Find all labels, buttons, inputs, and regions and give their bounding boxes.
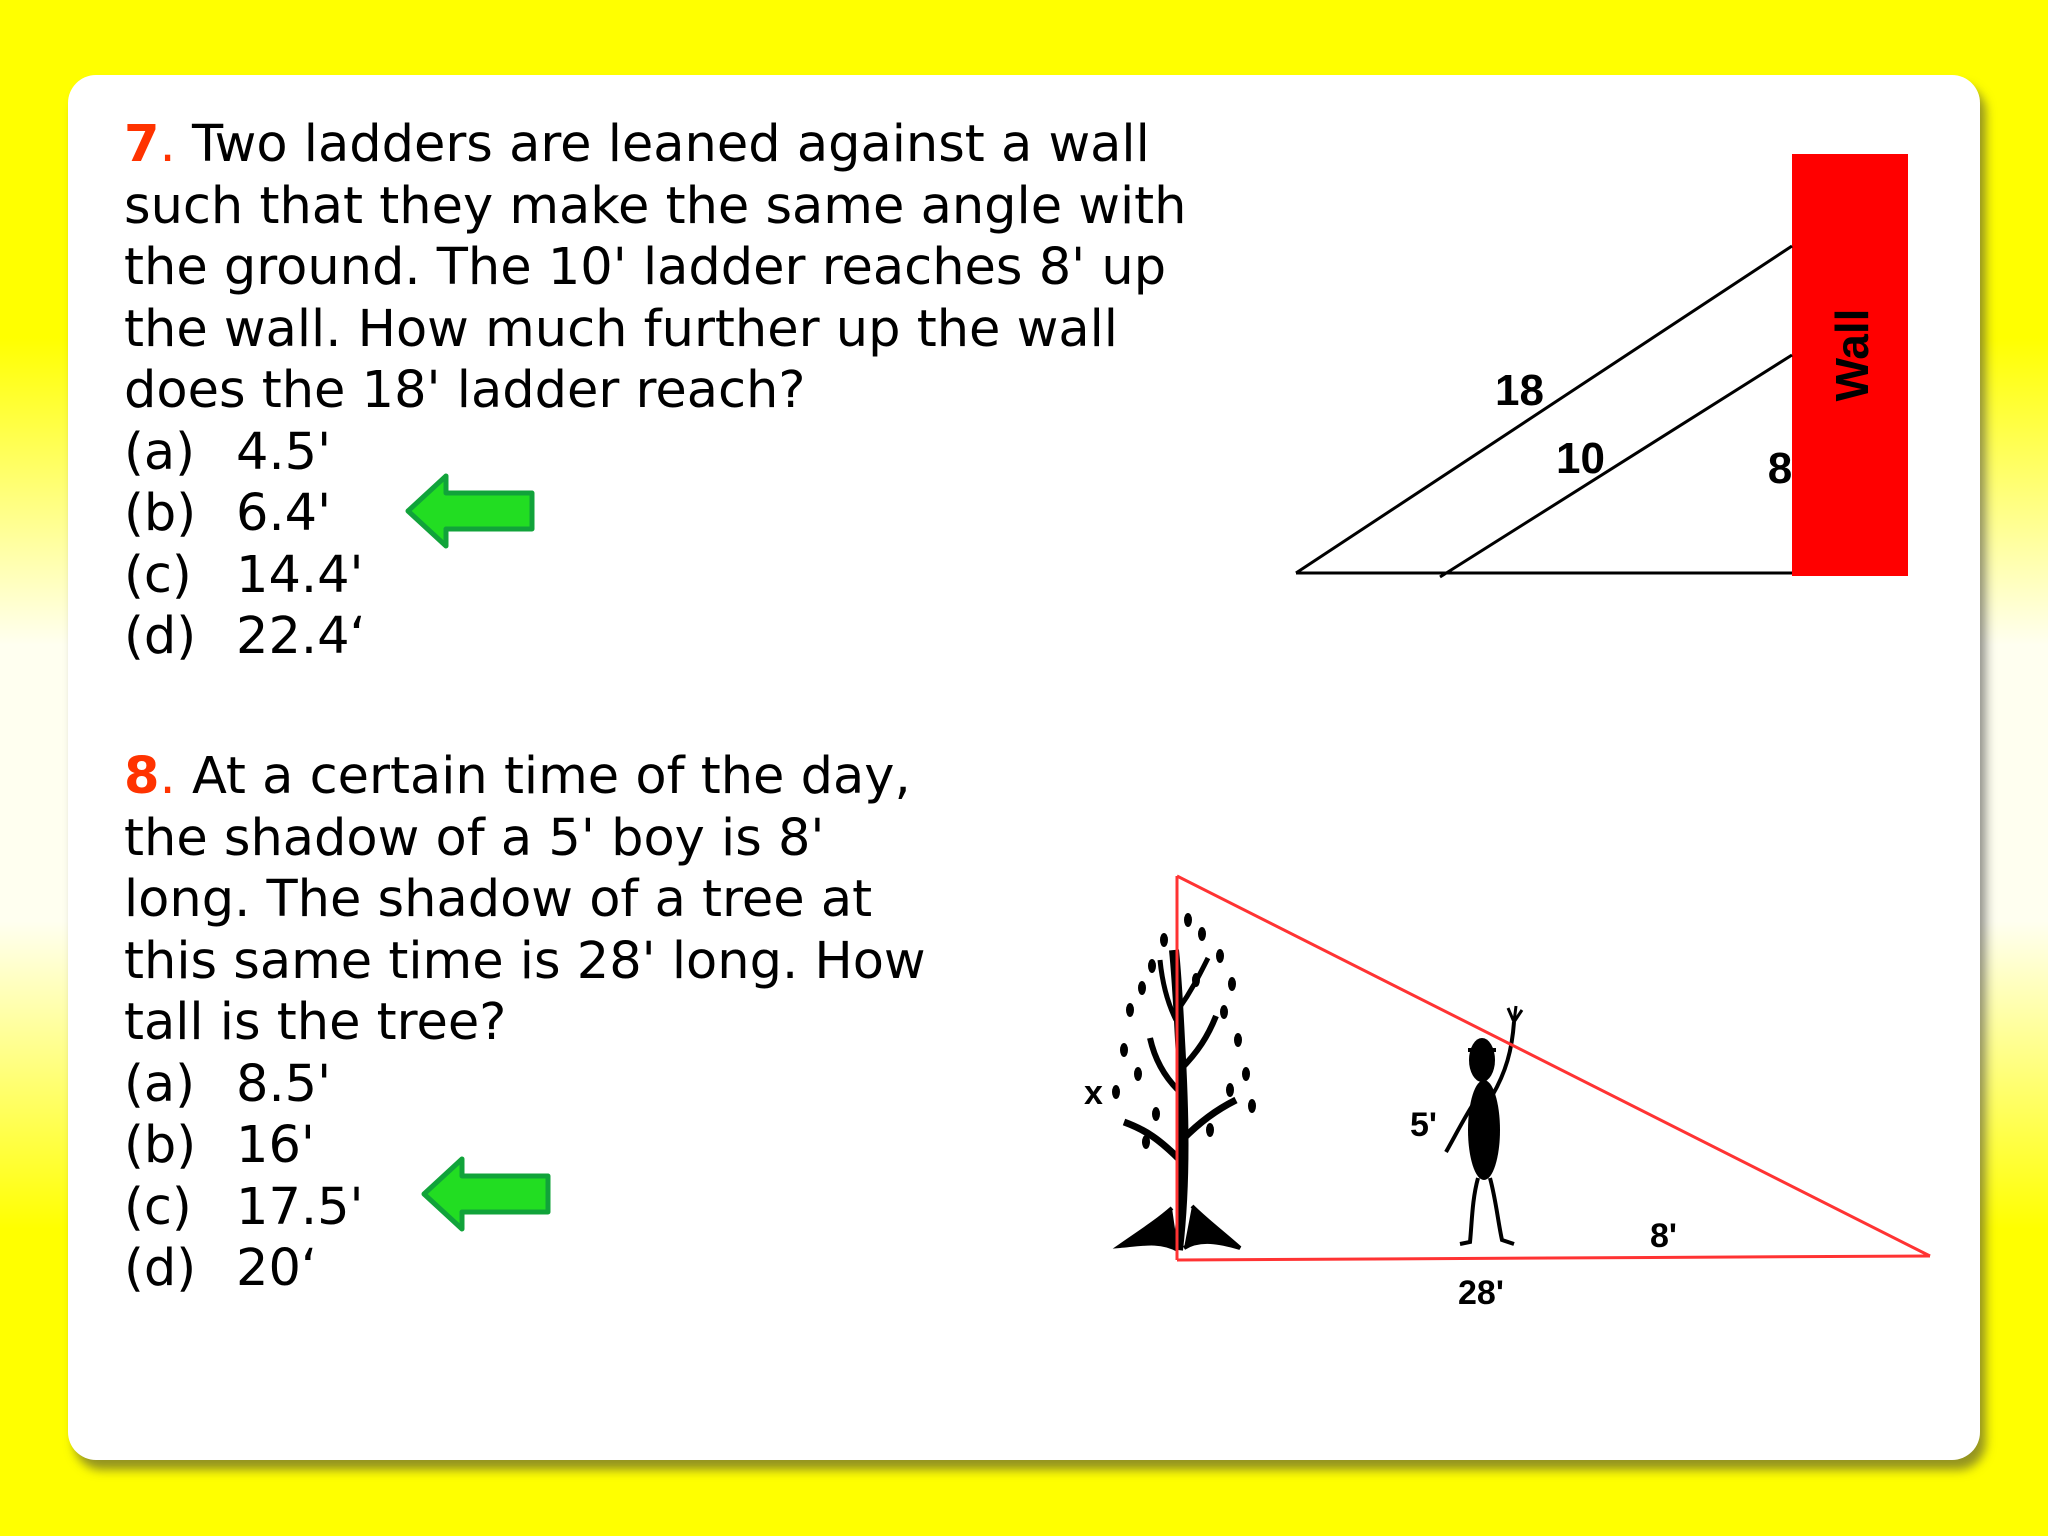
short-ladder-label: 10 bbox=[1556, 434, 1605, 483]
question-8-option-b[interactable]: (b) 16' bbox=[124, 1116, 315, 1175]
answer-arrow-icon bbox=[402, 470, 538, 552]
height-label: 8 bbox=[1767, 444, 1793, 493]
long-ladder bbox=[1296, 246, 1792, 573]
boy-shadow-label: 8' bbox=[1650, 1217, 1677, 1255]
boy-icon bbox=[1446, 1006, 1522, 1244]
sun-ray-line bbox=[1177, 876, 1930, 1256]
tree-icon bbox=[1112, 913, 1256, 1250]
question-7-stem-line-4: the wall. How much further up the wall bbox=[124, 299, 1118, 359]
short-ladder bbox=[1440, 355, 1792, 577]
ground-line bbox=[1177, 1256, 1930, 1260]
wall-label: Wall bbox=[1826, 308, 1878, 402]
question-8-option-a[interactable]: (a) 8.5' bbox=[124, 1054, 332, 1114]
long-ladder-label: 18 bbox=[1495, 366, 1544, 415]
tree-shadow-label: 28' bbox=[1458, 1274, 1504, 1312]
ladder-diagram bbox=[1290, 150, 1930, 590]
question-8-stem-line-1: 8. At a certain time of the day, bbox=[124, 747, 911, 806]
question-7-option-a[interactable]: (a) 4.5' bbox=[124, 422, 332, 482]
question-7-stem-line-3: the ground. The 10' ladder reaches 8' up bbox=[124, 238, 1167, 297]
question-8 bbox=[124, 746, 1024, 1300]
question-8-stem-line-2: the shadow of a 5' boy is 8' bbox=[124, 808, 825, 868]
question-8-stem-line-5: tall is the tree? bbox=[124, 993, 507, 1052]
question-7 bbox=[124, 114, 1234, 668]
question-8-number: 8 bbox=[124, 747, 160, 806]
question-7-option-d[interactable]: (d) 22.4‘ bbox=[124, 607, 366, 666]
question-8-stem-line-4: this same time is 28' long. How bbox=[124, 931, 926, 991]
answer-arrow-icon bbox=[418, 1153, 554, 1235]
question-7-number: 7 bbox=[124, 115, 160, 174]
question-8-option-d[interactable]: (d) 20‘ bbox=[124, 1239, 318, 1298]
question-7-stem-line-1: 7. Two ladders are leaned against a wall bbox=[124, 115, 1150, 174]
shadow-diagram bbox=[1060, 860, 1960, 1330]
question-8-option-c[interactable]: (c) 17.5' bbox=[124, 1177, 364, 1237]
question-7-option-b[interactable]: (b) 6.4' bbox=[124, 484, 332, 543]
question-7-stem-line-5: does the 18' ladder reach? bbox=[124, 361, 806, 420]
question-8-stem-line-3: long. The shadow of a tree at bbox=[124, 870, 873, 929]
question-7-option-c[interactable]: (c) 14.4' bbox=[124, 545, 364, 605]
tree-height-label: x bbox=[1084, 1074, 1103, 1112]
boy-height-label: 5' bbox=[1410, 1106, 1437, 1144]
question-7-stem-line-2: such that they make the same angle with bbox=[124, 176, 1187, 236]
